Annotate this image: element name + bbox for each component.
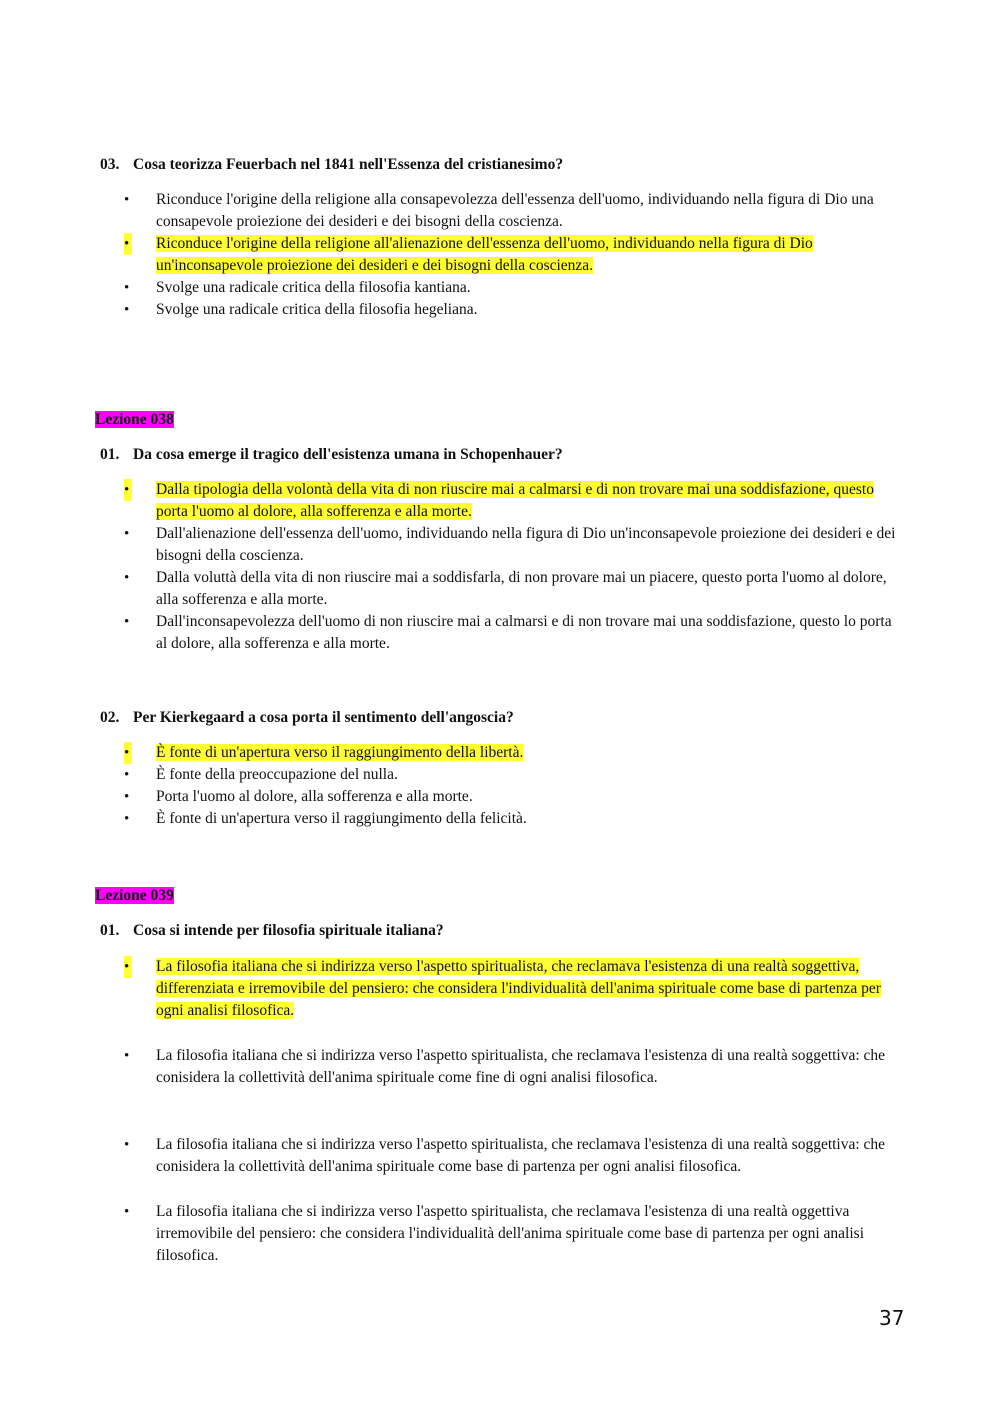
bullet-icon: •: [124, 233, 132, 255]
answer-text: Riconduce l'origine della religione alla consapevolezza dell'essenza dell'uomo, individuando nella figura di Dio una consapevole proiezione dei desideri e dei bisogni della coscienza.: [156, 191, 874, 230]
answer-item: [0, 1201, 1000, 1267]
answer-list: [0, 1045, 1000, 1089]
answer-list: [0, 956, 1000, 1022]
answer-item: [0, 764, 1000, 786]
answer-text: Dalla voluttà della vita di non riuscire mai a soddisfarla, di non provare mai un piacere, questo porta l'uomo al dolore, alla sofferenza e alla morte.: [156, 569, 887, 608]
bullet-icon: •: [124, 479, 132, 501]
bullet-icon: •: [124, 192, 130, 208]
bullet-icon: •: [124, 526, 130, 542]
answer-item: [0, 299, 1000, 321]
question-heading: [100, 154, 563, 176]
answer-item-correct: [0, 956, 1000, 1022]
bullet-icon: •: [124, 302, 130, 318]
question-number: 03.: [100, 156, 120, 173]
bullet-icon: •: [124, 811, 130, 827]
answer-item: [0, 567, 1000, 611]
question-heading: [100, 707, 514, 729]
answer-item: [0, 523, 1000, 567]
answer-text: È fonte di un'apertura verso il raggiungimento della felicità.: [156, 810, 527, 827]
answer-item: [0, 1045, 1000, 1089]
answer-list: [0, 1201, 1000, 1267]
answer-item: [0, 786, 1000, 808]
answer-item-correct: [0, 742, 1000, 764]
question-number: 01.: [100, 922, 120, 939]
answer-text: Dalla tipologia della volontà della vita di non riuscire mai a calmarsi e di non trovare mai una soddisfazione, questo porta l'uomo al dolore, alla sofferenza e alla morte.: [156, 481, 874, 520]
question-number: 01.: [100, 446, 120, 463]
answer-text: Svolge una radicale critica della filosofia kantiana.: [156, 279, 471, 296]
answer-item: [0, 277, 1000, 299]
answer-item: [0, 808, 1000, 830]
answer-text: La filosofia italiana che si indirizza verso l'aspetto spiritualista, che reclamava l'esistenza di una realtà soggettiva: che conisidera la collettività dell'anima spirituale come fine di ogni analisi filosofica.: [156, 1047, 886, 1086]
bullet-icon: •: [124, 1137, 130, 1153]
answer-item: [0, 189, 1000, 233]
page-number: 37: [879, 1306, 905, 1330]
bullet-icon: •: [124, 956, 132, 978]
bullet-icon: •: [124, 742, 132, 764]
answer-text: Svolge una radicale critica della filosofia hegeliana.: [156, 301, 478, 318]
bullet-icon: •: [124, 1048, 130, 1064]
question-text: Da cosa emerge il tragico dell'esistenza umana in Schopenhauer?: [133, 446, 563, 463]
question-text: Cosa teorizza Feuerbach nel 1841 nell'Essenza del cristianesimo?: [133, 156, 564, 173]
answer-text: La filosofia italiana che si indirizza verso l'aspetto spiritualista, che reclamava l'esistenza di una realtà soggettiva: che conisidera la collettività dell'anima spirituale come base di partenza per ogni analisi filosofica.: [156, 1136, 886, 1175]
bullet-icon: •: [124, 767, 130, 783]
answer-item: [0, 611, 1000, 655]
answer-list: [0, 1134, 1000, 1178]
question-heading: [100, 920, 444, 942]
answer-text: La filosofia italiana che si indirizza verso l'aspetto spiritualista, che reclamava l'esistenza di una realtà oggettiva irremovibile del pensiero: che considera l'individualità dell'anima spirituale come base di partenza per ogni analisi filosofica.: [156, 1203, 865, 1264]
question-heading: [100, 444, 563, 466]
lesson-title: Lezione 038: [95, 411, 174, 428]
bullet-icon: •: [124, 280, 130, 296]
answer-text: La filosofia italiana che si indirizza verso l'aspetto spiritualista, che reclamava l'esistenza di una realtà soggettiva, differenziata e irremovibile del pensiero: che considera l'individualità dell'anima spirituale come base di partenza per ogni analisi filosofica.: [156, 958, 881, 1019]
answer-text: Porta l'uomo al dolore, alla sofferenza e alla morte.: [156, 788, 473, 805]
question-text: Cosa si intende per filosofia spirituale italiana?: [133, 922, 444, 939]
bullet-icon: •: [124, 1204, 130, 1220]
answer-text: Riconduce l'origine della religione all'alienazione dell'essenza dell'uomo, individuando nella figura di Dio un'inconsapevole proiezione dei desideri e dei bisogni della coscienza.: [156, 235, 813, 274]
bullet-icon: •: [124, 570, 130, 586]
answer-text: È fonte della preoccupazione del nulla.: [156, 766, 398, 783]
lesson-heading: [95, 410, 174, 429]
lesson-title: Lezione 039: [95, 887, 174, 904]
question-number: 02.: [100, 709, 120, 726]
answer-list: [0, 742, 1000, 830]
answer-text: Dall'alienazione dell'essenza dell'uomo, individuando nella figura di Dio un'inconsapevole proiezione dei desideri e dei bisogni della coscienza.: [156, 525, 896, 564]
bullet-icon: •: [124, 789, 130, 805]
answer-list: [0, 189, 1000, 321]
lesson-heading: [95, 886, 174, 905]
answer-text: Dall'inconsapevolezza dell'uomo di non riuscire mai a calmarsi e di non trovare mai una soddisfazione, questo lo porta al dolore, alla sofferenza e alla morte.: [156, 613, 892, 652]
answer-item-correct: [0, 479, 1000, 523]
answer-text: È fonte di un'apertura verso il raggiungimento della libertà.: [156, 744, 524, 761]
question-text: Per Kierkegaard a cosa porta il sentimento dell'angoscia?: [133, 709, 514, 726]
bullet-icon: •: [124, 614, 130, 630]
answer-item-correct: [0, 233, 1000, 277]
answer-item: [0, 1134, 1000, 1178]
answer-list: [0, 479, 1000, 655]
